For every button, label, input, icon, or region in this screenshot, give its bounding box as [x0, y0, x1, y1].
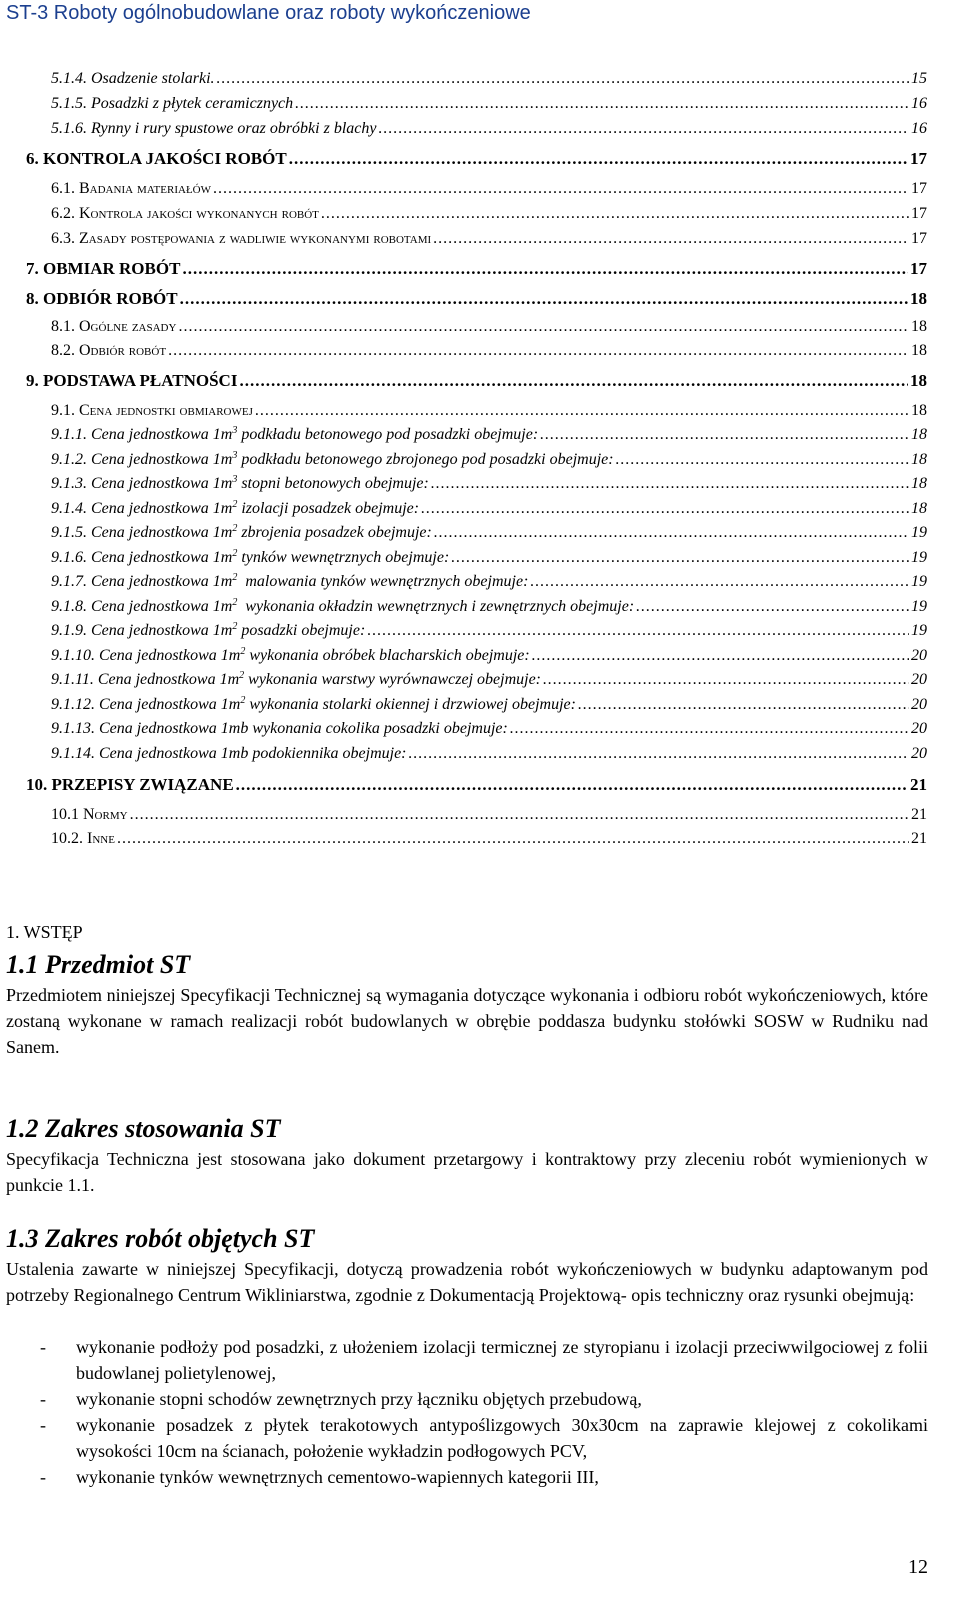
toc-entry-superscript: 3: [232, 450, 238, 461]
toc-entry-text: Odbiór robót: [79, 342, 167, 359]
toc-entry[interactable]: [51, 622, 927, 640]
toc-entry-superscript: 2: [240, 695, 246, 706]
toc-dot-leader: [255, 402, 909, 420]
toc-entry-title: [51, 830, 115, 848]
toc-entry[interactable]: [51, 120, 927, 138]
toc-dot-leader: [321, 205, 909, 223]
toc-entry-title: [51, 120, 376, 138]
toc-entry-text-rest: izolacji posadzek obejmuje:: [237, 500, 420, 517]
toc-entry-number: 9.1.7.: [51, 573, 87, 590]
toc-dot-leader: [217, 70, 909, 88]
toc-entry-title: [51, 342, 166, 360]
toc-entry[interactable]: [26, 371, 927, 391]
toc-dot-leader: [530, 573, 909, 591]
toc-page-number: 18: [910, 371, 927, 390]
toc-entry[interactable]: [51, 745, 927, 763]
toc-entry[interactable]: [51, 830, 927, 848]
toc-entry[interactable]: [51, 549, 927, 567]
toc-entry-number: 10.2.: [51, 830, 83, 847]
toc-entry[interactable]: [51, 475, 927, 493]
toc-entry-title: [51, 720, 508, 738]
bullet-dash: -: [40, 1389, 46, 1409]
toc-entry[interactable]: [26, 259, 927, 279]
heading-number: 1.2: [6, 1114, 39, 1143]
toc-page-number: 19: [911, 549, 927, 566]
list-item: [6, 1412, 928, 1464]
toc-page-number: 18: [911, 475, 927, 492]
toc-entry-text: Ogólne zasady: [79, 318, 177, 335]
toc-entry-superscript: 2: [239, 670, 245, 681]
toc-entry[interactable]: [51, 696, 927, 714]
toc-entry-text: Cena jednostkowa 1m: [91, 451, 233, 468]
toc-entry-title: [51, 95, 293, 113]
toc-entry-superscript: 2: [232, 548, 238, 559]
toc-dot-leader: [434, 524, 909, 542]
toc-entry[interactable]: [51, 598, 927, 616]
toc-page-number: 18: [911, 402, 927, 419]
toc-entry-number: 10.1: [51, 806, 79, 823]
toc-entry-number: 9.1.12.: [51, 696, 95, 713]
toc-entry-text: ODBIÓR ROBÓT: [43, 289, 178, 308]
toc-entry-title: [51, 318, 176, 336]
toc-entry[interactable]: [51, 573, 927, 591]
toc-entry-superscript: 2: [232, 621, 238, 632]
toc-page-number: 19: [911, 598, 927, 615]
section-heading-1-2: [6, 1114, 281, 1144]
toc-dot-leader: [532, 647, 909, 665]
toc-entry-number: 9.1.10.: [51, 647, 95, 664]
toc-entry-title: [26, 259, 180, 279]
toc-entry-number: 6.2.: [51, 205, 75, 222]
toc-entry[interactable]: [51, 95, 927, 113]
toc-entry-number: 9.1.14.: [51, 745, 95, 762]
toc-entry-text: Kontrola jakości wykonanych robót: [79, 205, 319, 222]
toc-entry-number: 9.1.4.: [51, 500, 87, 517]
toc-entry-text: Cena jednostkowa 1m: [91, 622, 233, 639]
toc-entry-superscript: 2: [240, 646, 246, 657]
toc-entry-title: [51, 647, 530, 665]
toc-entry-title: [51, 745, 407, 763]
toc-dot-leader: [421, 500, 909, 518]
toc-entry-title: [51, 180, 211, 198]
heading-title: Zakres robót objętych ST: [45, 1224, 315, 1253]
toc-page-number: 21: [911, 830, 927, 847]
toc-entry-number: 9.1.13.: [51, 720, 95, 737]
toc-page-number: 16: [911, 95, 927, 112]
toc-page-number: 18: [911, 426, 927, 443]
section-heading-wstep: 1. WSTĘP: [6, 922, 83, 942]
toc-dot-leader: [180, 289, 908, 309]
toc-entry-number: 9.1.: [51, 402, 75, 419]
toc-page-number: 20: [911, 671, 927, 688]
toc-entry-text-rest: wykonania okładzin wewnętrznych i zewnętrznych obejmuje:: [237, 598, 635, 615]
toc-entry[interactable]: [51, 671, 927, 689]
section-1-1-paragraph: Przedmiotem niniejszej Specyfikacji Technicznej są wymagania dotyczące wykonania i odbioru robót wykończeniowych, które zostaną wykonane w ramach realizacji robót budowlanych w obrębie poddasza budynku stołówki SOSW w Rudniku nad Sanem.: [6, 985, 928, 1057]
toc-dot-leader: [543, 671, 909, 689]
toc-entry-number: 8.1.: [51, 318, 75, 335]
toc-page-number: 19: [911, 573, 927, 590]
toc-dot-leader: [367, 622, 909, 640]
list-item: [6, 1386, 928, 1412]
list-item-text: wykonanie podłoży pod posadzki, z ułożeniem izolacji termicznej ze styropianu i izolacji przeciwwilgociowej z folii budowlanej polietylenowej,: [76, 1337, 928, 1383]
toc-entry-text: Cena jednostkowa 1m: [91, 598, 233, 615]
toc-entry-title: [51, 451, 614, 469]
toc-entry[interactable]: [51, 500, 927, 518]
toc-dot-leader: [409, 745, 910, 763]
toc-page-number: 20: [911, 696, 927, 713]
toc-entry-number: 5.1.4.: [51, 70, 87, 87]
toc-entry-title: [26, 289, 178, 309]
toc-entry-title: [26, 149, 287, 169]
toc-entry-title: [51, 598, 634, 616]
toc-dot-leader: [178, 318, 909, 336]
toc-entry[interactable]: [51, 70, 927, 88]
toc-entry-title: [51, 500, 419, 518]
section-1-3-paragraph: Ustalenia zawarte w niniejszej Specyfikacji, dotyczą prowadzenia robót wykończeniowych w budynku adaptowanym pod potrzeby Regionalnego Centrum Wikliniarstwa, zgodnie z Dokumentacją Projektową- opis techniczny oraz rysunki obejmują:: [6, 1259, 928, 1305]
toc-entry-title: [51, 70, 215, 88]
toc-page-number: 17: [910, 149, 927, 168]
toc-dot-leader: [295, 95, 909, 113]
heading-number: 1.1: [6, 950, 39, 979]
toc-entry-number: 9.1.3.: [51, 475, 87, 492]
scope-bullet-list: [6, 1334, 928, 1490]
toc-entry-title: [51, 230, 431, 248]
toc-entry-superscript: 2: [232, 597, 238, 608]
toc-page-number: 18: [911, 500, 927, 517]
toc-entry-title: [51, 573, 528, 591]
heading-number: 1.3: [6, 1224, 39, 1253]
toc-entry-number: 9.1.1.: [51, 426, 87, 443]
toc-entry[interactable]: [51, 806, 927, 824]
toc-dot-leader: [182, 259, 908, 279]
toc-entry[interactable]: [26, 775, 927, 795]
toc-entry-number: 8.: [26, 289, 39, 308]
toc-page-number: 21: [911, 806, 927, 823]
toc-dot-leader: [213, 180, 909, 198]
toc-entry-number: 9.1.9.: [51, 622, 87, 639]
heading-title: Zakres stosowania ST: [45, 1114, 281, 1143]
toc-entry-number: 9.1.2.: [51, 451, 87, 468]
toc-entry-title: [51, 426, 538, 444]
toc-entry-text-rest: wykonania stolarki okiennej i drzwiowej obejmuje:: [245, 696, 576, 713]
toc-entry[interactable]: [51, 180, 927, 198]
bullet-dash: -: [40, 1415, 46, 1435]
list-item-text: wykonanie stopni schodów zewnętrznych przy łączniku objętych przebudową,: [76, 1389, 642, 1409]
toc-dot-leader: [239, 371, 908, 391]
toc-entry[interactable]: [26, 289, 927, 309]
toc-entry-text-rest: stopni betonowych obejmuje:: [237, 475, 429, 492]
toc-entry-text-rest: wykonania obróbek blacharskich obejmuje:: [245, 647, 530, 664]
toc-entry-text: Osadzenie stolarki.: [91, 70, 215, 87]
toc-page-number: 18: [910, 289, 927, 308]
toc-entry-number: 9.1.5.: [51, 524, 87, 541]
toc-entry-text: Cena jednostkowa 1m: [97, 671, 240, 688]
toc-entry-text-rest: zbrojenia posadzek obejmuje:: [237, 524, 432, 541]
toc-entry[interactable]: [51, 426, 927, 444]
toc-page-number: 20: [911, 720, 927, 737]
toc-entry-text: Cena jednostkowa 1m: [99, 696, 241, 713]
toc-entry[interactable]: [51, 342, 927, 360]
toc-entry-title: [51, 402, 253, 420]
list-item-text: wykonanie posadzek z płytek terakotowych antypoślizgowych 30x30cm na zaprawie klejowej z cokolikami wysokości 10cm na ścianach, położenie wykładzin podłogowych PCV,: [76, 1415, 928, 1461]
toc-entry-text-rest: podkładu betonowego zbrojonego pod posadzki obejmuje:: [237, 451, 614, 468]
toc-page-number: 17: [911, 180, 927, 197]
toc-entry-text: Zasady postępowania z wadliwie wykonanymi robotami: [79, 230, 432, 247]
toc-entry-text-rest: wykonania warstwy wyrównawczej obejmuje:: [244, 671, 541, 688]
toc-dot-leader: [168, 342, 909, 360]
toc-entry-title: [51, 622, 365, 640]
toc-entry[interactable]: [51, 451, 927, 469]
toc-entry[interactable]: [51, 402, 927, 420]
toc-entry-text: Cena jednostkowa 1m: [91, 549, 233, 566]
list-item: [6, 1464, 928, 1490]
toc-entry-number: 6.: [26, 149, 39, 168]
toc-entry-number: 5.1.5.: [51, 95, 87, 112]
heading-title: Przedmiot ST: [45, 950, 191, 979]
toc-page-number: 19: [911, 622, 927, 639]
toc-page-number: 17: [910, 259, 927, 278]
toc-entry[interactable]: [51, 720, 927, 738]
toc-entry-text: Cena jednostkowa 1m: [91, 573, 233, 590]
toc-entry-number: 7.: [26, 259, 39, 278]
toc-dot-leader: [636, 598, 909, 616]
toc-entry-text-rest: podkładu betonowego pod posadzki obejmuje:: [237, 426, 539, 443]
toc-entry-text: KONTROLA JAKOŚCI ROBÓT: [43, 149, 287, 168]
toc-entry-text-rest: posadzki obejmuje:: [237, 622, 366, 639]
toc-entry-text: PODSTAWA PŁATNOŚCI: [43, 371, 238, 390]
toc-dot-leader: [510, 720, 909, 738]
toc-entry-number: 6.1.: [51, 180, 75, 197]
toc-dot-leader: [578, 696, 909, 714]
toc-dot-leader: [130, 806, 909, 824]
toc-entry-text: Inne: [87, 830, 115, 847]
toc-entry-title: [51, 696, 576, 714]
toc-entry-number: 9.1.11.: [51, 671, 94, 688]
toc-page-number: 21: [910, 775, 927, 794]
toc-dot-leader: [236, 775, 908, 795]
toc-entry-number: 5.1.6.: [51, 120, 87, 137]
toc-entry-text: Cena jednostkowa 1m: [91, 524, 233, 541]
toc-entry[interactable]: [26, 149, 927, 169]
page-header-title: ST-3 Roboty ogólnobudowlane oraz roboty wykończeniowe: [6, 2, 531, 24]
toc-entry-text: Normy: [83, 806, 128, 823]
toc-entry-title: [51, 549, 449, 567]
list-item-text: wykonanie tynków wewnętrznych cementowo-wapiennych kategorii III,: [76, 1467, 599, 1487]
toc-entry-text: PRZEPISY ZWIĄZANE: [51, 775, 234, 794]
toc-entry-text: Cena jednostki obmiarowej: [79, 402, 253, 419]
toc-entry-text: Cena jednostkowa 1m: [91, 426, 233, 443]
toc-dot-leader: [289, 149, 908, 169]
toc-entry-superscript: 2: [232, 499, 238, 510]
toc-page-number: 19: [911, 524, 927, 541]
toc-entry-text-rest: malowania tynków wewnętrznych obejmuje:: [237, 573, 529, 590]
section-1-2-paragraph: Specyfikacja Techniczna jest stosowana jako dokument przetargowy i kontraktowy przy zleceniu robót wymienionych w punkcie 1.1.: [6, 1149, 928, 1195]
toc-entry-superscript: 2: [232, 572, 238, 583]
toc-page-number: 18: [911, 342, 927, 359]
toc-dot-leader: [616, 451, 909, 469]
toc-entry-title: [51, 475, 429, 493]
toc-page-number: 17: [911, 230, 927, 247]
bullet-dash: -: [40, 1467, 46, 1487]
toc-entry-text: Posadzki z płytek ceramicznych: [91, 95, 294, 112]
toc-page-number: 20: [911, 745, 927, 762]
toc-dot-leader: [433, 230, 909, 248]
toc-entry[interactable]: [51, 524, 927, 542]
toc-entry-text: Badania materiałów: [79, 180, 211, 197]
toc-page-number: 18: [911, 451, 927, 468]
toc-dot-leader: [451, 549, 909, 567]
toc-entry-text: OBMIAR ROBÓT: [43, 259, 181, 278]
toc-entry-number: 10.: [26, 775, 48, 794]
toc-page-number: 18: [911, 318, 927, 335]
toc-entry-text: Rynny i rury spustowe oraz obróbki z blachy: [91, 120, 377, 137]
toc-entry-number: 9.: [26, 371, 39, 390]
toc-entry-title: [26, 371, 237, 391]
toc-entry-title: [51, 806, 128, 824]
section-heading-1-1: [6, 950, 190, 980]
toc-entry[interactable]: [51, 230, 927, 248]
toc-entry-text: Cena jednostkowa 1m: [91, 500, 233, 517]
toc-entry-title: [51, 671, 541, 689]
toc-entry-text: Cena jednostkowa 1m: [91, 475, 233, 492]
toc-page-number: 20: [911, 647, 927, 664]
toc-entry-superscript: 3: [232, 474, 238, 485]
toc-dot-leader: [540, 426, 909, 444]
section-heading-1-3: [6, 1224, 314, 1254]
toc-page-number: 17: [911, 205, 927, 222]
toc-entry-superscript: 3: [232, 425, 238, 436]
toc-dot-leader: [431, 475, 909, 493]
toc-entry-title: [51, 524, 432, 542]
toc-entry-text: Cena jednostkowa 1mb podokiennika obejmuje:: [99, 745, 407, 762]
toc-entry-text: Cena jednostkowa 1m: [99, 647, 241, 664]
toc-entry-text: Cena jednostkowa 1mb wykonania cokolika posadzki obejmuje:: [99, 720, 508, 737]
page-number: 12: [908, 1556, 928, 1578]
toc-entry-title: [26, 775, 234, 795]
toc-page-number: 15: [911, 70, 927, 87]
toc-entry[interactable]: [51, 647, 927, 665]
bullet-dash: -: [40, 1337, 46, 1357]
toc-entry-title: [51, 205, 319, 223]
toc-entry[interactable]: [51, 318, 927, 336]
toc-dot-leader: [117, 830, 909, 848]
toc-entry-number: 8.2.: [51, 342, 75, 359]
list-item: [6, 1334, 928, 1386]
toc-dot-leader: [378, 120, 909, 138]
toc-entry-number: 9.1.8.: [51, 598, 87, 615]
toc-entry-number: 9.1.6.: [51, 549, 87, 566]
toc-entry[interactable]: [51, 205, 927, 223]
toc-page-number: 16: [911, 120, 927, 137]
toc-entry-superscript: 2: [232, 523, 238, 534]
toc-entry-text-rest: tynków wewnętrznych obejmuje:: [237, 549, 450, 566]
toc-entry-number: 6.3.: [51, 230, 75, 247]
